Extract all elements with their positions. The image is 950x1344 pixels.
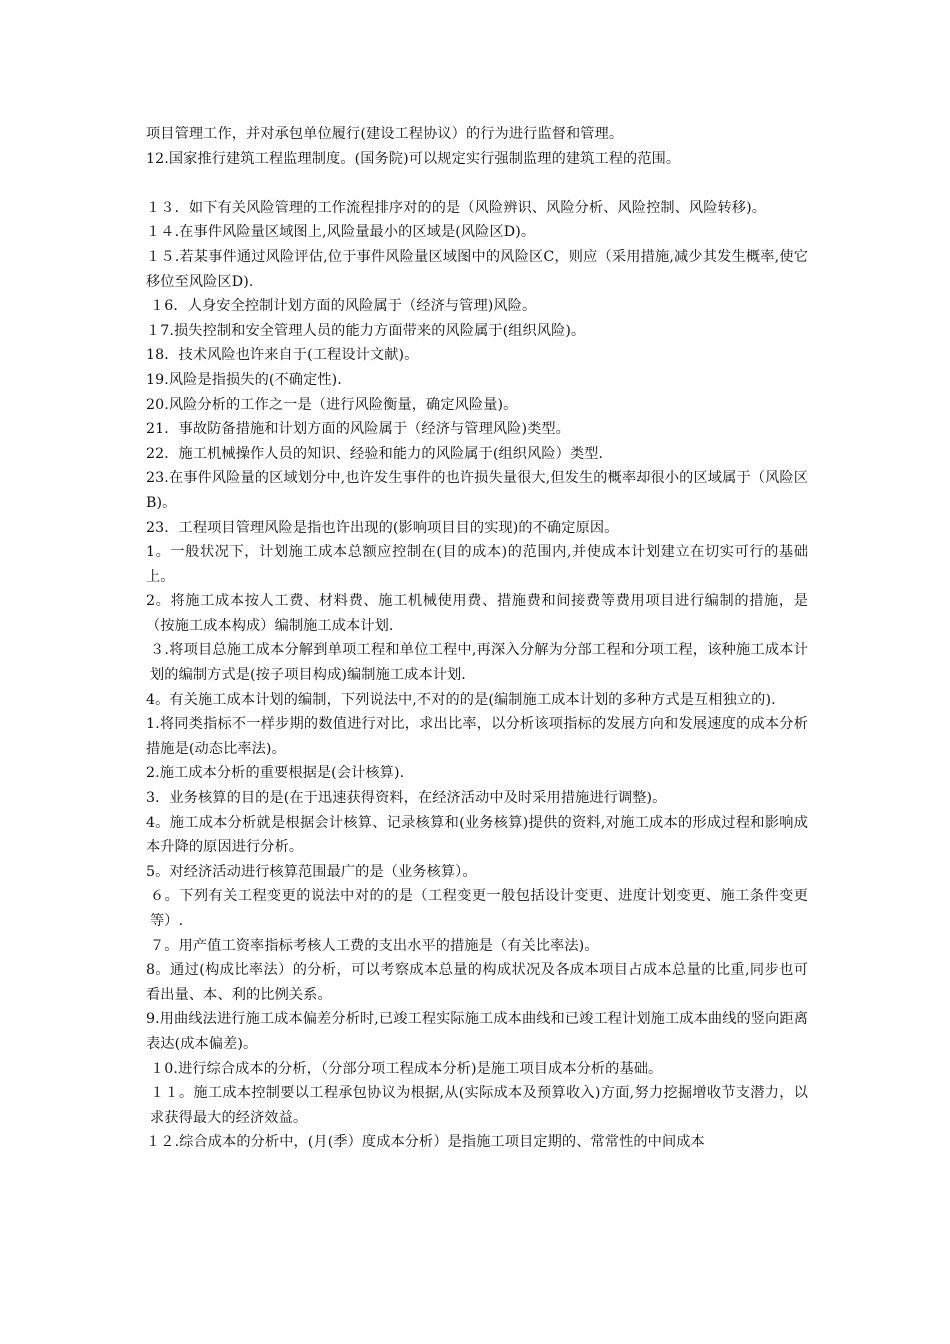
document-paragraph: 项目管理工作，并对承包单位履行(建设工程协议）的行为进行监督和管理。: [146, 126, 624, 142]
document-paragraph: 22．施工机械操作人员的知识、经验和能力的风险属于(组织风险）类型.: [146, 445, 604, 462]
document-paragraph: ６。下列有关工程变更的说法中对的的是（工程变更一般包括设计变更、进度计划变更、施工条件变更等）.: [150, 888, 808, 929]
document-paragraph: 5。对经济活动进行核算范围最广的是（业务核算）。: [146, 863, 477, 880]
document-paragraph: １0.进行综合成本的分析，（分部分项工程成本分析)是施工项目成本分析的基础。: [150, 1060, 663, 1077]
document-paragraph: １３．如下有关风险管理的工作流程排序对的的是（风险辨识、风险分析、风险控制、风险转移)。: [146, 199, 767, 216]
document-paragraph: １５.若某事件通过风险评估,位于事件风险量区域图中的风险区C，则应（采用措施,减少其发生概率,使它移位至风险区D).: [146, 248, 808, 290]
document-paragraph: １４.在事件风险量区域图上,风险量最小的区域是(风险区D)。: [146, 224, 536, 241]
document-paragraph: 18．技术风险也许来自于(工程设计文献)。: [146, 347, 419, 364]
document-paragraph: 4。有关施工成本计划的编制，下列说法中,不对的的是(编制施工成本计划的多种方式是互相独立的).: [146, 691, 776, 708]
document-paragraph: 12.国家推行建筑工程监理制度。(国务院)可以规定实行强制监理的建筑工程的范围。: [146, 150, 681, 167]
document-paragraph: 3．业务核算的目的是(在于迅速获得资料，在经济活动中及时采用措施进行调整)。: [146, 790, 667, 807]
document-paragraph: 1。一般状况下，计划施工成本总额应控制在(目的成本)的范围内,并使成本计划建立在切实可行的基础上。: [146, 544, 808, 585]
document-paragraph: １１。施工成本控制要以工程承包协议为根据,从(实际成本及预算收入)方面,努力挖掘增收节支潜力，以求获得最大的经济效益。: [150, 1085, 808, 1126]
document-paragraph: １6．人身安全控制计划方面的风险属于（经济与管理)风险。: [150, 298, 537, 315]
document-paragraph: １２.综合成本的分析中，(月(季）度成本分析）是指施工项目定期的、常常性的中间成本: [146, 1134, 705, 1151]
document-paragraph: 21．事故防备措施和计划方面的风险属于（经济与管理风险)类型。: [146, 421, 570, 438]
document-paragraph: ７。用产值工资率指标考核人工费的支出水平的措施是（有关比率法)。: [150, 937, 599, 954]
document-paragraph: 2。将施工成本按人工费、材料费、施工机械使用费、措施费和间接费等费用项目进行编制的措施，是（按施工成本构成）编制施工成本计划.: [146, 593, 808, 634]
document-paragraph: 1.将同类指标不一样步期的数值进行对比，求出比率，以分析该项指标的发展方向和发展速度的成本分析措施是(动态比率法)。: [146, 716, 808, 757]
document-paragraph: 2.施工成本分析的重要根据是(会计核算).: [146, 765, 405, 782]
document-paragraph: 20.风险分析的工作之一是（进行风险衡量，确定风险量)。: [146, 396, 518, 413]
blank-line: [146, 171, 808, 196]
document-paragraph: ３.将项目总施工成本分解到单项工程和单位工程中,再深入分解为分部工程和分项工程，该种施工成本计划的编制方式是(按子项目构成)编制施工成本计划.: [150, 642, 808, 684]
document-paragraph: １7.损失控制和安全管理人员的能力方面带来的风险属于(组织风险)。: [146, 322, 586, 339]
document-paragraph: 23．工程项目管理风险是指也许出现的(影响项目目的实现)的不确定原因。: [146, 519, 619, 536]
document-paragraph: 8。通过(构成比率法）的分析，可以考察成本总量的构成状况及各成本项目占成本总量的比重,同步也可看出量、本、利的比例关系。: [146, 962, 808, 1003]
document-body: [146, 122, 808, 1155]
document-paragraph: 4。施工成本分析就是根据会计核算、记录核算和(业务核算)提供的资料,对施工成本的形成过程和影响成本升降的原因进行分析。: [146, 814, 808, 856]
document-paragraph: 23.在事件风险量的区域划分中,也许发生事件的也许损失量很大,但发生的概率却很小的区域属于（风险区B)。: [146, 470, 808, 511]
document-paragraph: 9.用曲线法进行施工成本偏差分析时,已竣工程实际施工成本曲线和已竣工程计划施工成本曲线的竖向距离表达(成本偏差)。: [146, 1011, 808, 1052]
document-paragraph: 19.风险是指损失的(不确定性).: [146, 371, 342, 388]
